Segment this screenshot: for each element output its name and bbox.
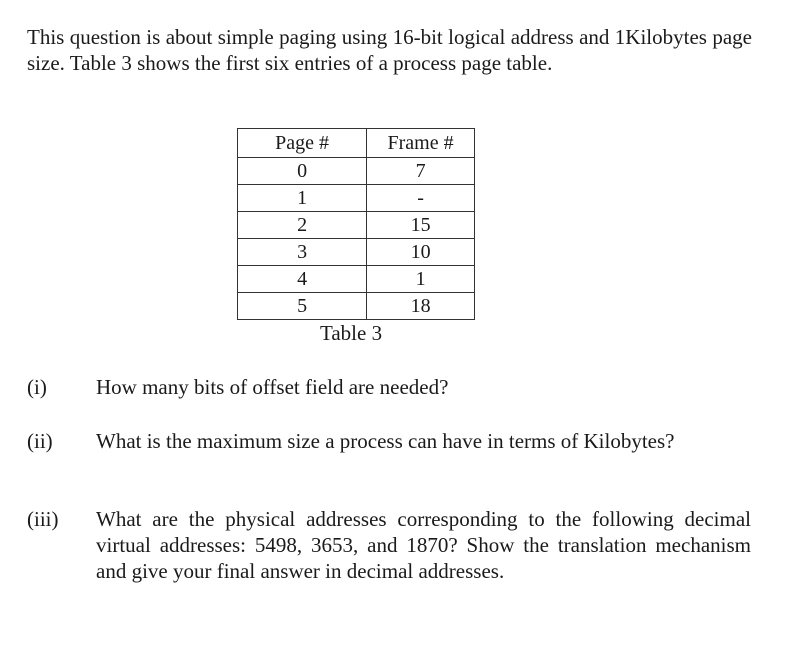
question-text: What is the maximum size a process can have in terms of Kilobytes? — [96, 429, 675, 453]
question-number: (iii) — [27, 507, 59, 531]
table-row — [238, 239, 475, 266]
page-table — [237, 128, 475, 320]
page-number-header: Page # — [238, 129, 367, 158]
table-row — [238, 266, 475, 293]
frame-cell: 10 — [367, 239, 475, 266]
intro-paragraph: This question is about simple paging using 16-bit logical address and 1Kilobytes page size. Table 3 shows the first six entries of a process page table. — [27, 25, 752, 75]
table-row — [238, 185, 475, 212]
page-table-grid — [237, 128, 475, 320]
frame-number-header: Frame # — [367, 129, 475, 158]
table-caption: Table 3 — [320, 321, 383, 345]
table-header-row — [238, 129, 475, 158]
page-cell: 5 — [238, 293, 367, 320]
question-number: (i) — [27, 375, 47, 399]
frame-cell: - — [367, 185, 475, 212]
frame-cell: 15 — [367, 212, 475, 239]
question-number: (ii) — [27, 429, 53, 453]
table-row — [238, 293, 475, 320]
page-cell: 1 — [238, 185, 367, 212]
page-cell: 3 — [238, 239, 367, 266]
table-row — [238, 158, 475, 185]
page-cell: 4 — [238, 266, 367, 293]
question-text: What are the physical addresses corresponding to the following decimal virtual addresses: 5498, 3653, and 1870? Show the translation mechanism and give your final answer in decimal addresses. — [96, 507, 751, 583]
page-cell: 2 — [238, 212, 367, 239]
frame-cell: 7 — [367, 158, 475, 185]
frame-cell: 1 — [367, 266, 475, 293]
table-row — [238, 212, 475, 239]
page-cell: 0 — [238, 158, 367, 185]
frame-cell: 18 — [367, 293, 475, 320]
question-text: How many bits of offset field are needed? — [96, 375, 449, 399]
